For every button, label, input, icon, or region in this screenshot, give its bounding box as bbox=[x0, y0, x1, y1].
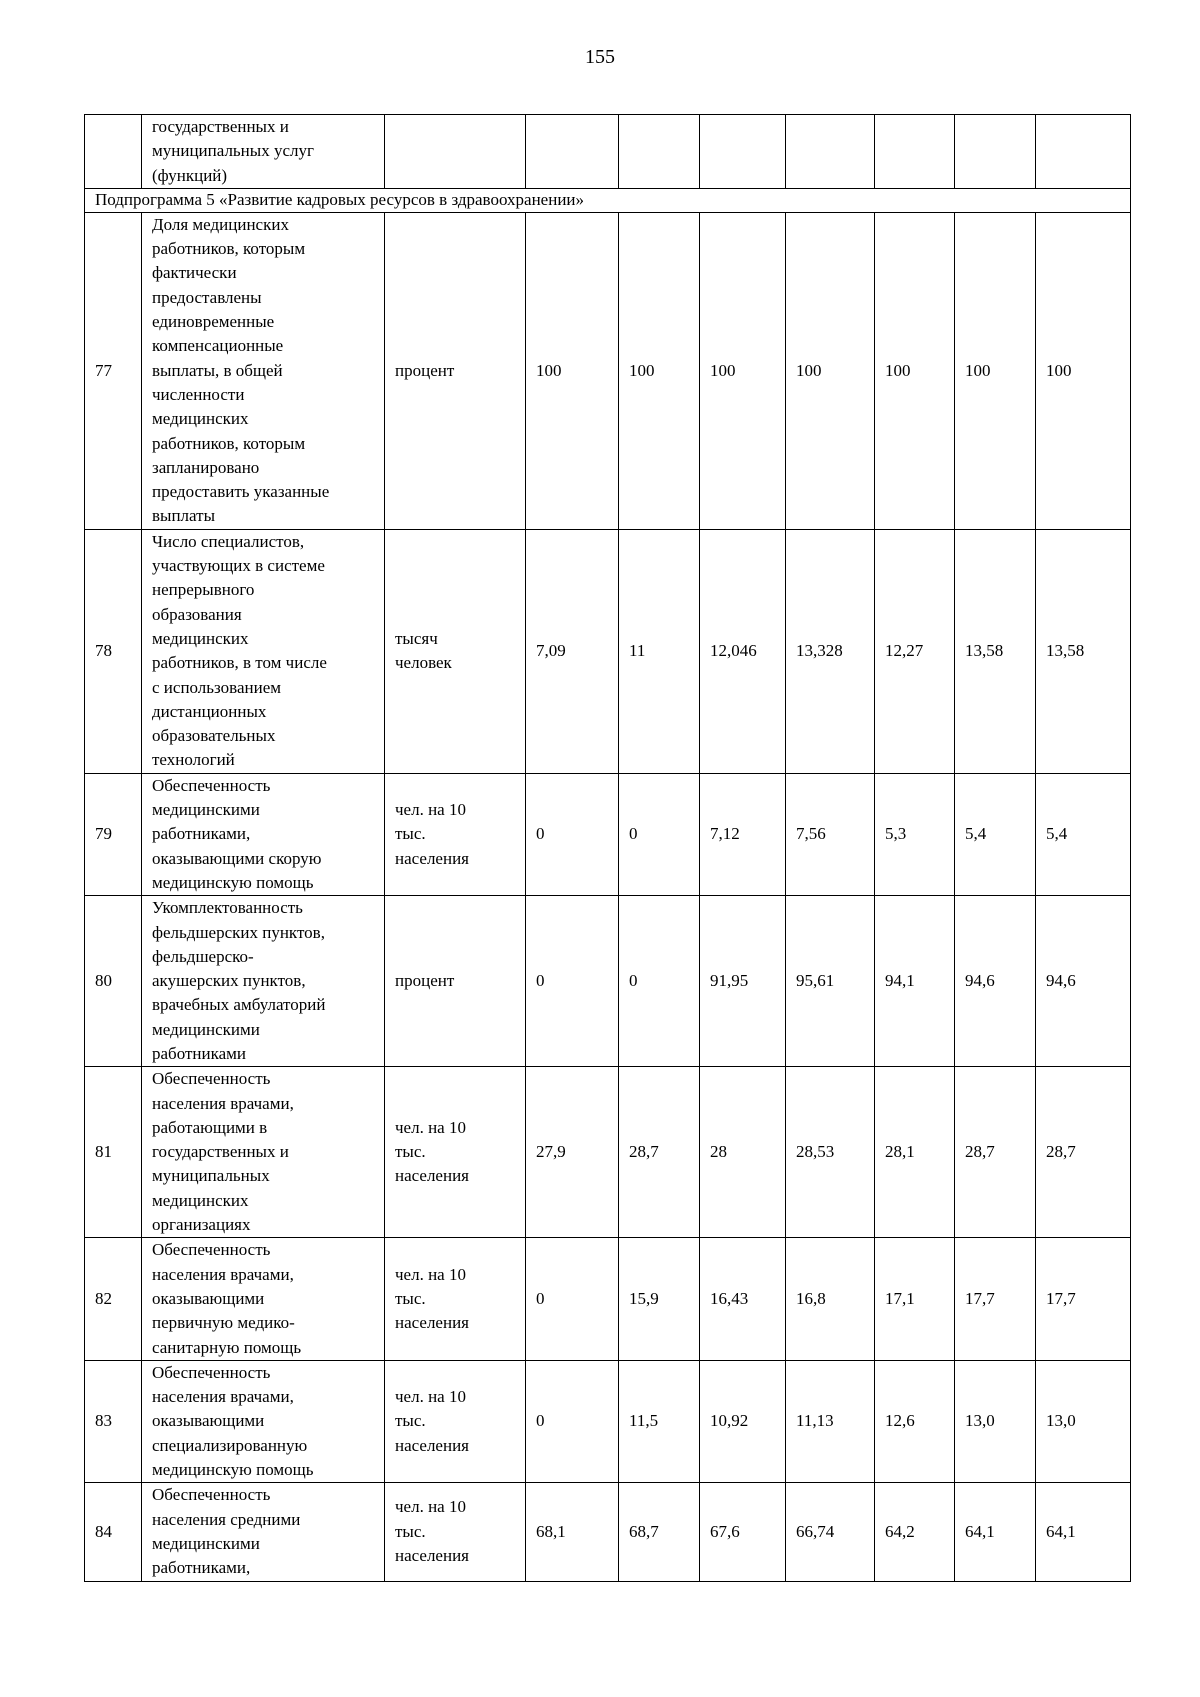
indicator-name-line: работниками, bbox=[152, 1558, 251, 1578]
unit-cell bbox=[385, 529, 526, 773]
indicator-name-line: врачебных амбулаторий bbox=[152, 995, 326, 1015]
indicator-name-line: численности bbox=[152, 384, 245, 404]
unit-line: процент bbox=[395, 360, 455, 380]
indicator-name-line: образовательных bbox=[152, 726, 276, 746]
indicator-name-line: медицинскую помощь bbox=[152, 1460, 314, 1480]
unit-cell bbox=[385, 1067, 526, 1238]
indicator-name-line: выплаты, в общей bbox=[152, 360, 283, 380]
table-row bbox=[85, 773, 1131, 895]
indicator-name-line: муниципальных услуг bbox=[152, 141, 314, 161]
value-cell: 95,61 bbox=[786, 896, 875, 1067]
indicator-name-line: населения врачами, bbox=[152, 1387, 294, 1407]
value-cell: 0 bbox=[619, 773, 700, 895]
indicator-name-line: специализированную bbox=[152, 1435, 308, 1455]
unit-cell bbox=[385, 773, 526, 895]
indicator-name-line: работающими в bbox=[152, 1117, 268, 1137]
value-cell: 94,6 bbox=[1036, 896, 1131, 1067]
value-cell: 91,95 bbox=[700, 896, 786, 1067]
table-row bbox=[85, 1067, 1131, 1238]
value-cell: 94,6 bbox=[955, 896, 1036, 1067]
value-cell: 0 bbox=[526, 1360, 619, 1482]
unit-line: тыс. bbox=[395, 824, 426, 844]
unit-line: населения bbox=[395, 1313, 469, 1333]
row-number-cell bbox=[85, 115, 142, 189]
value-cell: 100 bbox=[1036, 212, 1131, 529]
row-number: 83 bbox=[85, 1360, 142, 1482]
indicator-name-line: работниками, bbox=[152, 824, 251, 844]
unit-line: населения bbox=[395, 1166, 469, 1186]
indicator-name-line: компенсационные bbox=[152, 336, 284, 356]
indicator-name-line: образования bbox=[152, 604, 242, 624]
value-cell: 100 bbox=[786, 212, 875, 529]
value-cell: 28,7 bbox=[619, 1067, 700, 1238]
unit-cell bbox=[385, 1238, 526, 1360]
value-cell: 17,1 bbox=[875, 1238, 955, 1360]
value-cell: 5,4 bbox=[955, 773, 1036, 895]
value-cell: 5,3 bbox=[875, 773, 955, 895]
table-body bbox=[85, 115, 1131, 1582]
indicator-name-line: акушерских пунктов, bbox=[152, 971, 306, 991]
indicator-name-line: фактически bbox=[152, 263, 237, 283]
value-cell: 100 bbox=[619, 212, 700, 529]
indicator-name-line: государственных и bbox=[152, 117, 289, 136]
value-cell: 68,1 bbox=[526, 1483, 619, 1581]
indicator-name-line: населения врачами, bbox=[152, 1264, 294, 1284]
value-cell: 28 bbox=[700, 1067, 786, 1238]
table-row-continuation bbox=[85, 115, 1131, 189]
value-cell: 13,58 bbox=[955, 529, 1036, 773]
value-cell: 16,43 bbox=[700, 1238, 786, 1360]
unit-line: тыс. bbox=[395, 1521, 426, 1541]
unit-line: процент bbox=[395, 971, 455, 991]
value-cell: 64,1 bbox=[1036, 1483, 1131, 1581]
indicator-name-line: медицинскими bbox=[152, 1533, 260, 1553]
value-cell: 5,4 bbox=[1036, 773, 1131, 895]
indicator-name-line: Обеспеченность bbox=[152, 1485, 271, 1505]
indicator-name-line: оказывающими скорую bbox=[152, 848, 322, 868]
row-number: 78 bbox=[85, 529, 142, 773]
value-cell: 64,2 bbox=[875, 1483, 955, 1581]
unit-cell bbox=[385, 212, 526, 529]
indicator-name-line: муниципальных bbox=[152, 1166, 270, 1186]
indicator-name-line: медицинских bbox=[152, 628, 249, 648]
section-title: Подпрограмма 5 «Развитие кадровых ресурсов в здравоохранении» bbox=[85, 188, 1131, 212]
indicator-name-line: оказывающими bbox=[152, 1411, 265, 1431]
indicator-name-cell bbox=[142, 115, 385, 189]
table-row bbox=[85, 1238, 1131, 1360]
value-cell: 10,92 bbox=[700, 1360, 786, 1482]
value-cell bbox=[619, 115, 700, 189]
value-cell: 64,1 bbox=[955, 1483, 1036, 1581]
indicator-name-line: работников, в том числе bbox=[152, 653, 327, 673]
value-cell: 7,12 bbox=[700, 773, 786, 895]
indicator-name-line: фельдшерских пунктов, bbox=[152, 922, 325, 942]
value-cell: 11 bbox=[619, 529, 700, 773]
indicator-name-line: Укомплектованность bbox=[152, 898, 303, 918]
indicator-name-line: (функций) bbox=[152, 165, 228, 185]
table-row bbox=[85, 1483, 1131, 1581]
indicator-name-cell bbox=[142, 1360, 385, 1482]
indicator-name-line: Обеспеченность bbox=[152, 1362, 271, 1382]
indicator-name-line: единовременные bbox=[152, 312, 275, 332]
indicator-name-cell bbox=[142, 773, 385, 895]
unit-line: тыс. bbox=[395, 1411, 426, 1431]
unit-line: тыс. bbox=[395, 1142, 426, 1162]
indicator-name-line: оказывающими bbox=[152, 1288, 265, 1308]
value-cell: 67,6 bbox=[700, 1483, 786, 1581]
value-cell: 0 bbox=[526, 896, 619, 1067]
table-row bbox=[85, 1360, 1131, 1482]
value-cell bbox=[526, 115, 619, 189]
indicator-name-line: запланировано bbox=[152, 457, 260, 477]
indicator-name-cell bbox=[142, 1067, 385, 1238]
value-cell: 0 bbox=[526, 1238, 619, 1360]
indicator-name-line: работниками bbox=[152, 1043, 246, 1063]
value-cell: 100 bbox=[955, 212, 1036, 529]
value-cell: 28,1 bbox=[875, 1067, 955, 1238]
value-cell: 100 bbox=[875, 212, 955, 529]
indicator-name-line: Обеспеченность bbox=[152, 1240, 271, 1260]
indicator-name-line: дистанционных bbox=[152, 701, 267, 721]
value-cell: 17,7 bbox=[1036, 1238, 1131, 1360]
indicator-name-line: выплаты bbox=[152, 506, 215, 526]
unit-cell bbox=[385, 1483, 526, 1581]
value-cell bbox=[1036, 115, 1131, 189]
table-row bbox=[85, 529, 1131, 773]
indicator-name-line: Обеспеченность bbox=[152, 775, 271, 795]
value-cell: 7,56 bbox=[786, 773, 875, 895]
unit-line: человек bbox=[395, 653, 452, 673]
value-cell: 28,7 bbox=[1036, 1067, 1131, 1238]
unit-line: тысяч bbox=[395, 628, 438, 648]
indicator-name-line: Доля медицинских bbox=[152, 214, 289, 234]
indicator-name-cell bbox=[142, 1483, 385, 1581]
value-cell bbox=[955, 115, 1036, 189]
value-cell: 16,8 bbox=[786, 1238, 875, 1360]
unit-line: чел. на 10 bbox=[395, 800, 466, 820]
value-cell: 27,9 bbox=[526, 1067, 619, 1238]
value-cell: 13,0 bbox=[955, 1360, 1036, 1482]
unit-line: чел. на 10 bbox=[395, 1117, 466, 1137]
value-cell: 68,7 bbox=[619, 1483, 700, 1581]
value-cell: 7,09 bbox=[526, 529, 619, 773]
indicator-name-line: Обеспеченность bbox=[152, 1069, 271, 1089]
indicator-name-line: с использованием bbox=[152, 677, 282, 697]
unit-line: тыс. bbox=[395, 1288, 426, 1308]
indicator-name-line: первичную медико- bbox=[152, 1313, 295, 1333]
unit-line: населения bbox=[395, 1435, 469, 1455]
indicator-name-line: предоставить указанные bbox=[152, 482, 330, 502]
indicator-name-cell bbox=[142, 896, 385, 1067]
unit-line: населения bbox=[395, 848, 469, 868]
indicator-name-line: государственных и bbox=[152, 1142, 289, 1162]
indicator-name-line: медицинскими bbox=[152, 1019, 260, 1039]
value-cell: 100 bbox=[700, 212, 786, 529]
value-cell: 17,7 bbox=[955, 1238, 1036, 1360]
indicator-name-line: работников, которым bbox=[152, 433, 306, 453]
row-number: 81 bbox=[85, 1067, 142, 1238]
value-cell: 0 bbox=[619, 896, 700, 1067]
value-cell bbox=[786, 115, 875, 189]
indicator-name-line: участвующих в системе bbox=[152, 556, 325, 576]
row-number: 84 bbox=[85, 1483, 142, 1581]
page-number: 155 bbox=[585, 46, 615, 68]
indicator-name-cell bbox=[142, 529, 385, 773]
indicator-name-line: санитарную помощь bbox=[152, 1337, 302, 1357]
indicator-name-line: технологий bbox=[152, 750, 235, 770]
unit-line: чел. на 10 bbox=[395, 1264, 466, 1284]
value-cell: 12,046 bbox=[700, 529, 786, 773]
value-cell: 11,13 bbox=[786, 1360, 875, 1482]
value-cell: 12,27 bbox=[875, 529, 955, 773]
value-cell: 12,6 bbox=[875, 1360, 955, 1482]
section-header-row bbox=[85, 188, 1131, 212]
value-cell: 100 bbox=[526, 212, 619, 529]
indicators-table bbox=[84, 114, 1131, 1582]
indicator-name-line: медицинских bbox=[152, 1190, 249, 1210]
indicator-name-line: медицинских bbox=[152, 409, 249, 429]
value-cell: 28,7 bbox=[955, 1067, 1036, 1238]
value-cell bbox=[700, 115, 786, 189]
indicator-name-line: медицинскими bbox=[152, 800, 260, 820]
indicator-name-cell bbox=[142, 1238, 385, 1360]
value-cell: 11,5 bbox=[619, 1360, 700, 1482]
indicator-name-line: работников, которым bbox=[152, 239, 306, 259]
value-cell: 66,74 bbox=[786, 1483, 875, 1581]
indicator-name-line: населения средними bbox=[152, 1509, 301, 1529]
row-number: 79 bbox=[85, 773, 142, 895]
value-cell: 13,58 bbox=[1036, 529, 1131, 773]
indicator-name-line: предоставлены bbox=[152, 287, 262, 307]
row-number: 77 bbox=[85, 212, 142, 529]
value-cell bbox=[385, 115, 526, 189]
value-cell: 13,328 bbox=[786, 529, 875, 773]
value-cell: 0 bbox=[526, 773, 619, 895]
value-cell bbox=[875, 115, 955, 189]
unit-line: населения bbox=[395, 1546, 469, 1566]
indicator-name-line: медицинскую помощь bbox=[152, 872, 314, 892]
unit-cell bbox=[385, 1360, 526, 1482]
value-cell: 94,1 bbox=[875, 896, 955, 1067]
indicator-name-line: непрерывного bbox=[152, 580, 255, 600]
value-cell: 13,0 bbox=[1036, 1360, 1131, 1482]
indicator-name-line: организациях bbox=[152, 1215, 251, 1235]
unit-cell bbox=[385, 896, 526, 1067]
row-number: 82 bbox=[85, 1238, 142, 1360]
value-cell: 15,9 bbox=[619, 1238, 700, 1360]
indicator-name-line: Число специалистов, bbox=[152, 531, 305, 551]
value-cell: 28,53 bbox=[786, 1067, 875, 1238]
indicator-name-cell bbox=[142, 212, 385, 529]
indicator-name-line: фельдшерско- bbox=[152, 946, 254, 966]
unit-line: чел. на 10 bbox=[395, 1387, 466, 1407]
unit-line: чел. на 10 bbox=[395, 1497, 466, 1517]
table-row bbox=[85, 896, 1131, 1067]
row-number: 80 bbox=[85, 896, 142, 1067]
table-row bbox=[85, 212, 1131, 529]
indicator-name-line: населения врачами, bbox=[152, 1093, 294, 1113]
